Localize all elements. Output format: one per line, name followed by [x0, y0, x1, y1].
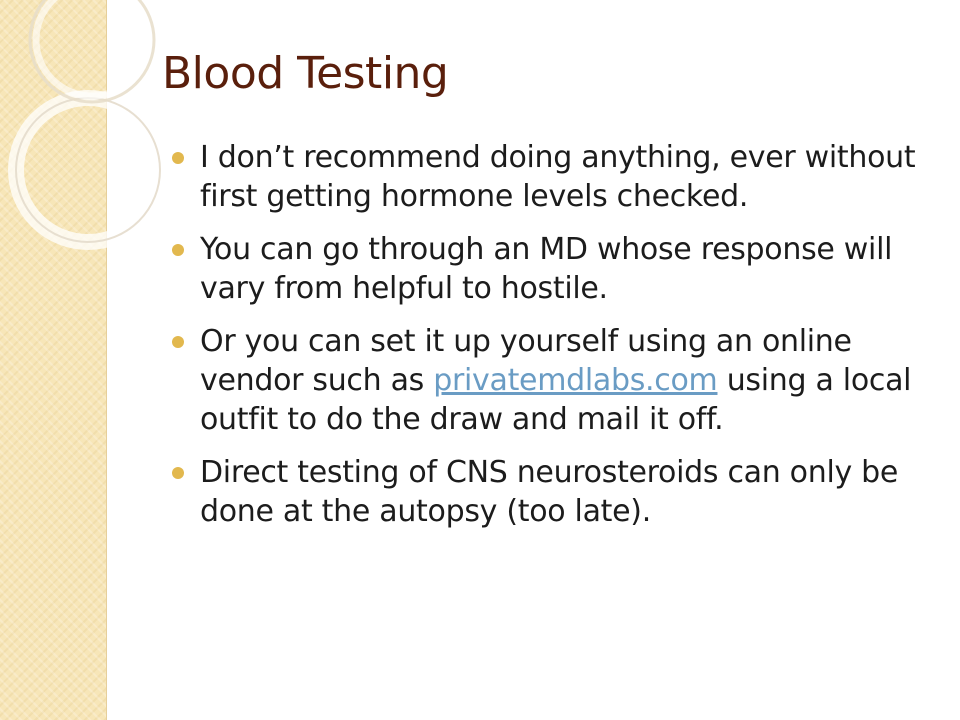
decorative-rings [0, 0, 200, 260]
bullet-item [172, 230, 942, 308]
bullet-dot-icon [172, 336, 184, 348]
bullet-text: You can go through an MD whose response will vary from helpful to hostile. [200, 232, 893, 306]
bullet-text: Direct testing of CNS neurosteroids can only be done at the autopsy (too late). [200, 455, 899, 529]
bullet-dot-icon [172, 467, 184, 479]
bullet-text-after-link: using a local outfit to do the draw and mail it off. [200, 363, 912, 437]
slide-title: Blood Testing [162, 48, 449, 99]
bullet-item [172, 322, 942, 439]
bullet-list [172, 138, 942, 545]
bullet-item [172, 453, 942, 531]
vendor-link[interactable]: privatemdlabs.com [433, 363, 718, 398]
bullet-item [172, 138, 942, 216]
bullet-dot-icon [172, 152, 184, 164]
bullet-text: I don’t recommend doing anything, ever without first getting hormone levels checked. [200, 140, 916, 214]
bullet-text-before-link: Or you can set it up yourself using an online vendor such as [200, 324, 852, 398]
bullet-dot-icon [172, 244, 184, 256]
